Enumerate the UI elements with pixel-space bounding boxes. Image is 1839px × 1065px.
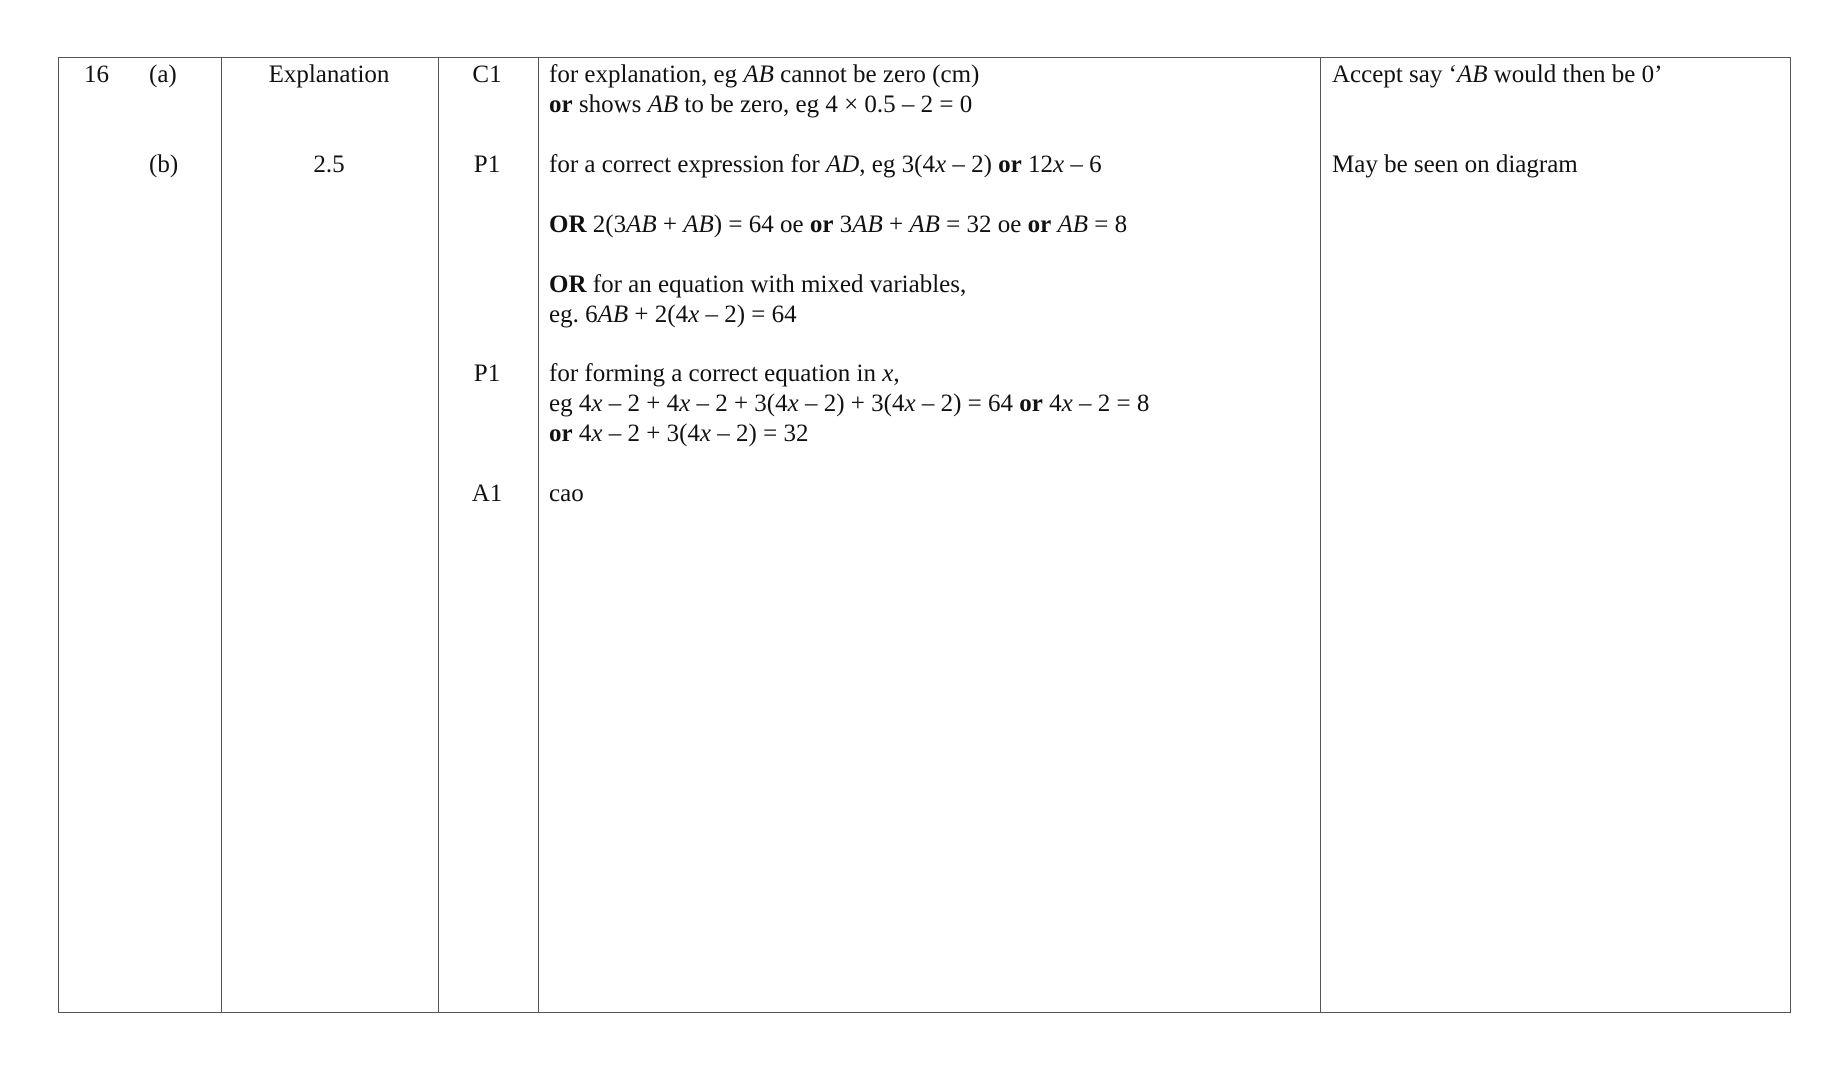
part-b-p1b-note-line-3: or 4x – 2 + 3(4x – 2) = 32 [549, 420, 809, 447]
part-b-p1-note-line-4: eg. 6AB + 2(4x – 2) = 64 [549, 301, 797, 328]
part-b-answer: 2.5 [313, 151, 345, 178]
mark-scheme-table [58, 57, 1791, 1013]
part-b-p1b-note-line-1: for forming a correct equation in x, [549, 360, 900, 387]
part-a-note-line-2: or shows AB to be zero, eg 4 × 0.5 – 2 = 0 [549, 91, 973, 118]
part-b-label: (b) [149, 151, 179, 178]
column-divider [538, 58, 539, 1012]
part-a-note-line-1: for explanation, eg AB cannot be zero (cm) [549, 61, 980, 88]
part-b-p1b-note-line-2: eg 4x – 2 + 4x – 2 + 3(4x – 2) + 3(4x – 2) = 64 or 4x – 2 = 8 [549, 390, 1150, 417]
part-b-p1-note-line-2: OR 2(3AB + AB) = 64 oe or 3AB + AB = 32 oe or AB = 8 [549, 211, 1128, 238]
part-a-label: (a) [149, 61, 177, 88]
part-a-mark: C1 [472, 61, 502, 88]
part-b-additional-guidance: May be seen on diagram [1332, 151, 1578, 178]
question-number: 16 [84, 61, 109, 88]
part-b-a1-note: cao [549, 480, 584, 507]
part-b-p1-note-line-3: OR for an equation with mixed variables, [549, 271, 967, 298]
part-a-answer: Explanation [268, 61, 390, 88]
column-divider [1320, 58, 1321, 1012]
part-a-additional-guidance: Accept say ‘AB would then be 0’ [1332, 61, 1663, 88]
column-divider [438, 58, 439, 1012]
column-divider [221, 58, 222, 1012]
part-b-mark-3: A1 [471, 480, 503, 507]
part-b-mark-1: P1 [473, 151, 501, 178]
part-b-mark-2: P1 [473, 360, 501, 387]
part-b-p1-note-line-1: for a correct expression for AD, eg 3(4x – 2) or 12x – 6 [549, 151, 1102, 178]
